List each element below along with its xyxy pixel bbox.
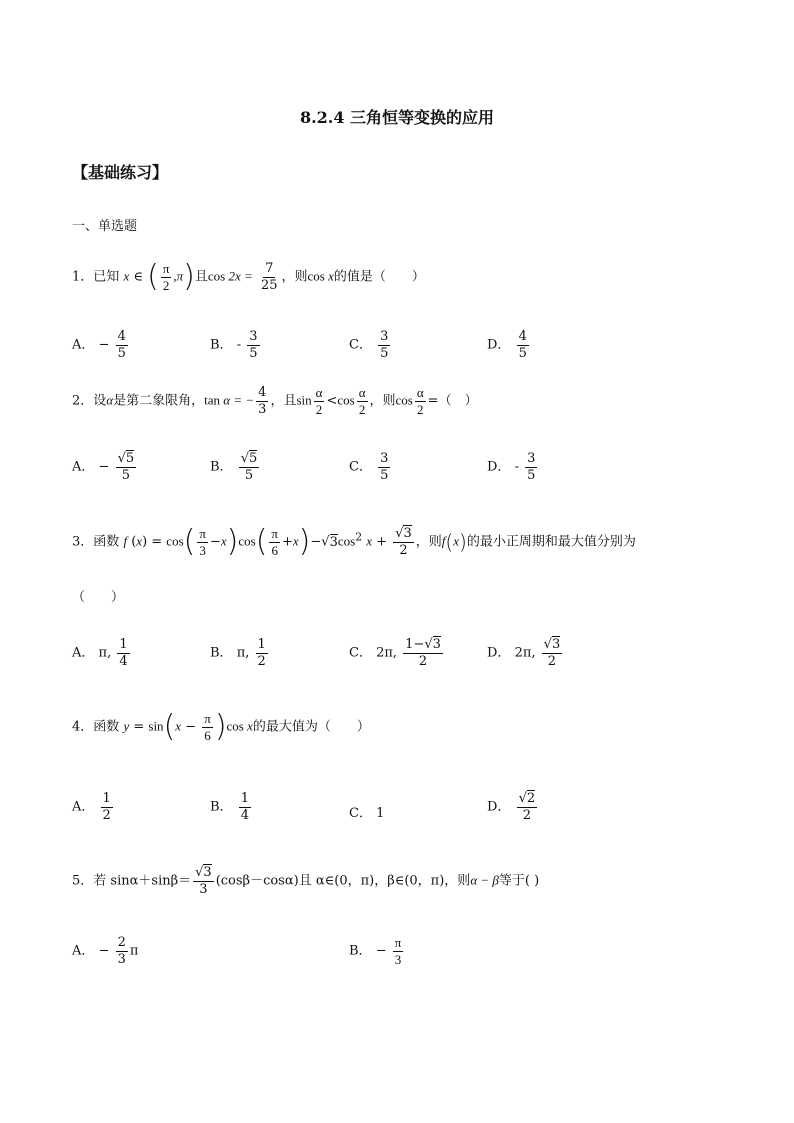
question-3: 3．函数 f (x) = cos( $\frac{\pi}{3}$ −x)cos( $\frac{\pi}{6}$ $+x)-√3\cos^2$ x + $\frac{√3}{2}$ ，则f(x)的最小正周期和最大值分别为 [72,524,636,560]
question-text: 已知 [93,269,120,285]
option-a: A． − $\frac{2}{3}$ π [72,935,139,967]
option-d: D． 2π, $\frac{√3}{2}$ [487,637,561,669]
option-a: A． − $\frac{4}{5}$ [72,329,126,361]
option-b: B． - $\frac{3}{5}$ [210,329,258,361]
section-heading: 【基础练习】 [72,163,169,182]
option-d: D． $\frac{4}{5}$ [487,329,527,361]
option-c: C． $\frac{3}{5}$ [349,329,389,361]
question-group-heading: 一、单选题 [72,219,138,234]
question-3-continued: （ ） [72,590,125,605]
option-a: A． π, $\frac{1}{4}$ [72,637,128,669]
math-expression: x [123,268,130,284]
option-a: A． $\frac{1}{2}$ [72,791,111,823]
question-5: 5．若 sinα＋sinβ＝ $\frac{√3}{3}$ (cosβ－cosα)且 α∈(0，π)，β∈(0，π)，则α − β等于( ) [72,865,540,897]
question-2: 2．设α是第二象限角，tan α = − $\frac{4}{3}$ ，且sin $\frac{\alpha}{2}$ <cos $\frac{\alpha}{2}$ ，则cos $\frac{\alpha}{2}$ =（ ） [72,385,478,417]
option-c: C． 2π, $\frac{1-√3}{2}$ [349,637,441,669]
option-d: D． - $\frac{3}{5}$ [487,451,536,483]
option-b: B． π, $\frac{1}{2}$ [210,637,266,669]
option-c: C． 1 [349,806,385,821]
option-c: C． $\frac{3}{5}$ [349,451,389,483]
option-b: B． − $\frac{\pi}{3}$ [349,935,402,967]
question-4: 4．函数 y = sin(x − $\frac{\pi}{6}$ )cos x的最大值为（ ） [72,709,370,745]
option-d: D． $\frac{√2}{2}$ [487,791,536,823]
question-number: 1． [72,269,94,285]
option-b: B． $\frac{√5}{5}$ [210,451,258,483]
page-title: 8.2.4 三角恒等变换的应用 [299,108,495,127]
option-a: A． − $\frac{√5}{5}$ [72,451,135,483]
option-b: B． $\frac{1}{4}$ [210,791,249,823]
question-1: 1．已知 x ∈ ( $\frac{\pi}{2}$ ,π)且cos 2x = $\frac{7}{25}$ ，则cos x的值是（ ） [72,259,425,295]
